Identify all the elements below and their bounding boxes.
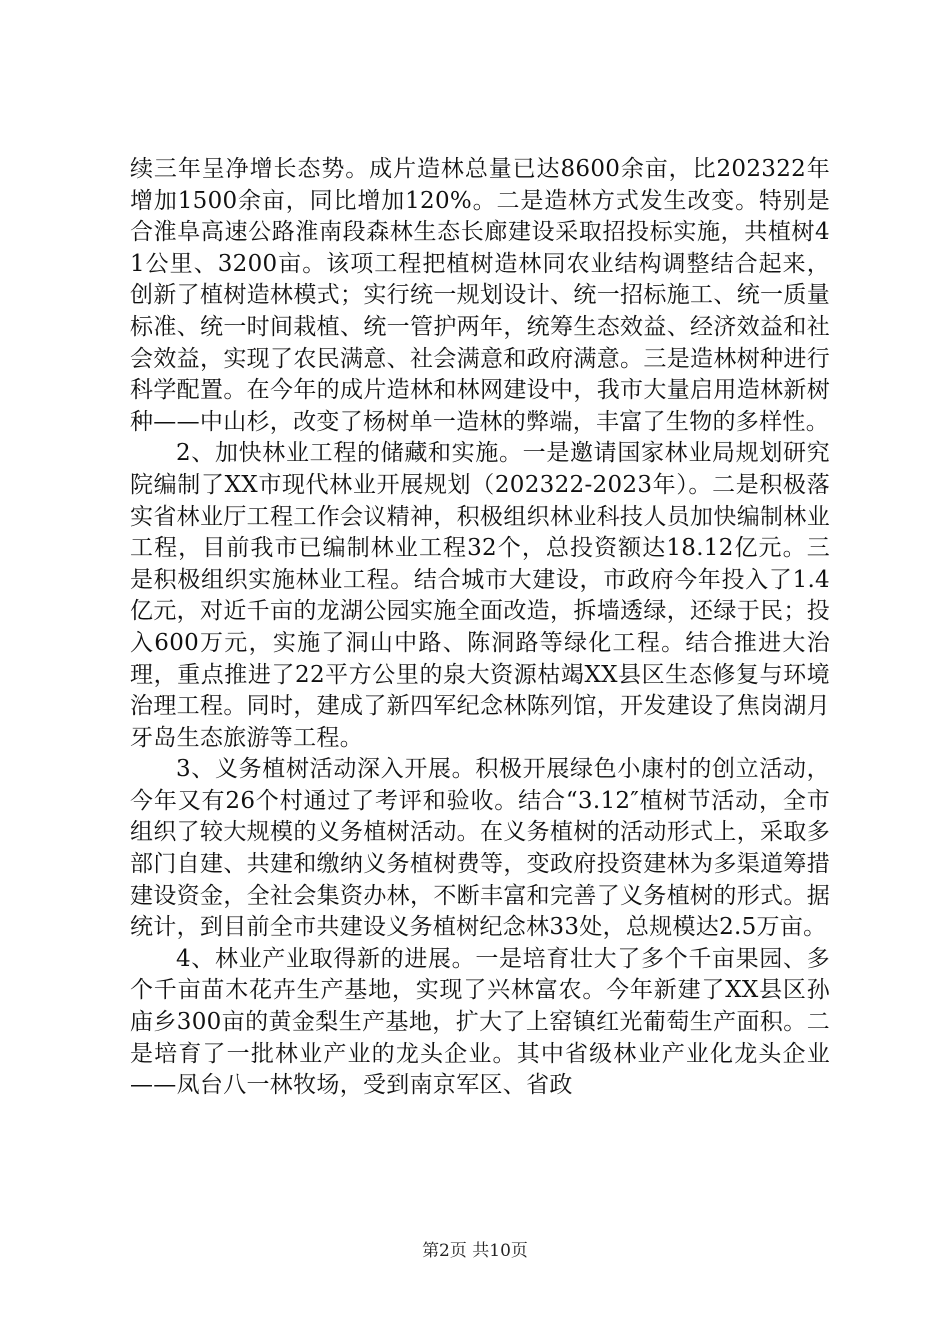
paragraph-item-3: 3、义务植树活动深入开展。积极开展绿色小康村的创立活动，今年又有26个村通过了考评和验收。结合“3.12″植树节活动，全市组织了较大规模的义务植树活动。在义务植树的活动形式上，采取多部门自建、共建和缴纳义务植树费等，变政府投资建林为多渠道筹措建设资金，全社会集资办林，不断丰富和完善了义务植树的形式。据统计，到目前全市共建设义务植树纪念林33处，总规模达2.5万亩。 xyxy=(130,756,830,941)
paragraph-item-4: 4、林业产业取得新的进展。一是培育壮大了多个千亩果园、多个千亩苗木花卉生产基地，实现了兴林富农。今年新建了XX县区孙庙乡300亩的黄金梨生产基地，扩大了上窑镇红光葡萄生产面积。二是培育了一批林业产业的龙头企业。其中省级林业产业化龙头企业——凤台八一林牧场，受到南京军区、省政 xyxy=(130,945,830,1099)
page-footer: 第2页 共10页 xyxy=(422,1241,528,1261)
paragraph-continuation: 续三年呈净增长态势。成片造林总量已达8600余亩，比202322年增加1500余亩，同比增加120%。二是造林方式发生改变。特别是合淮阜高速公路淮南段森林生态长廊建设采取招投标实施，共植树41公里、3200亩。该项工程把植树造林同农业结构调整结合起来，创新了植树造林模式；实行统一规划设计、统一招标施工、统一质量标准、统一时间栽植、统一管护两年，统筹生态效益、经济效益和社会效益，实现了农民满意、社会满意和政府满意。三是造林树种进行科学配置。在今年的成片造林和林网建设中，我市大量启用造林新树种——中山杉，改变了杨树单一造林的弊端，丰富了生物的多样性。 xyxy=(130,156,830,435)
paragraph-item-2: 2、加快林业工程的储藏和实施。一是邀请国家林业局规划研究院编制了XX市现代林业开展规划（202322-2023年）。二是积极落实省林业厅工程工作会议精神，积极组织林业科技人员加快编制林业工程，目前我市已编制林业工程32个，总投资额达18.12亿元。三是积极组织实施林业工程。结合城市大建设，市政府今年投入了1.4亿元，对近千亩的龙湖公园实施全面改造，拆墙透绿，还绿于民；投入600万元，实施了洞山中路、陈洞路等绿化工程。结合推进大治理，重点推进了22平方公里的泉大资源枯竭XX县区生态修复与环境治理工程。同时，建成了新四军纪念林陈列馆，开发建设了焦岗湖月牙岛生态旅游等工程。 xyxy=(130,440,830,751)
document-body xyxy=(130,154,830,1102)
